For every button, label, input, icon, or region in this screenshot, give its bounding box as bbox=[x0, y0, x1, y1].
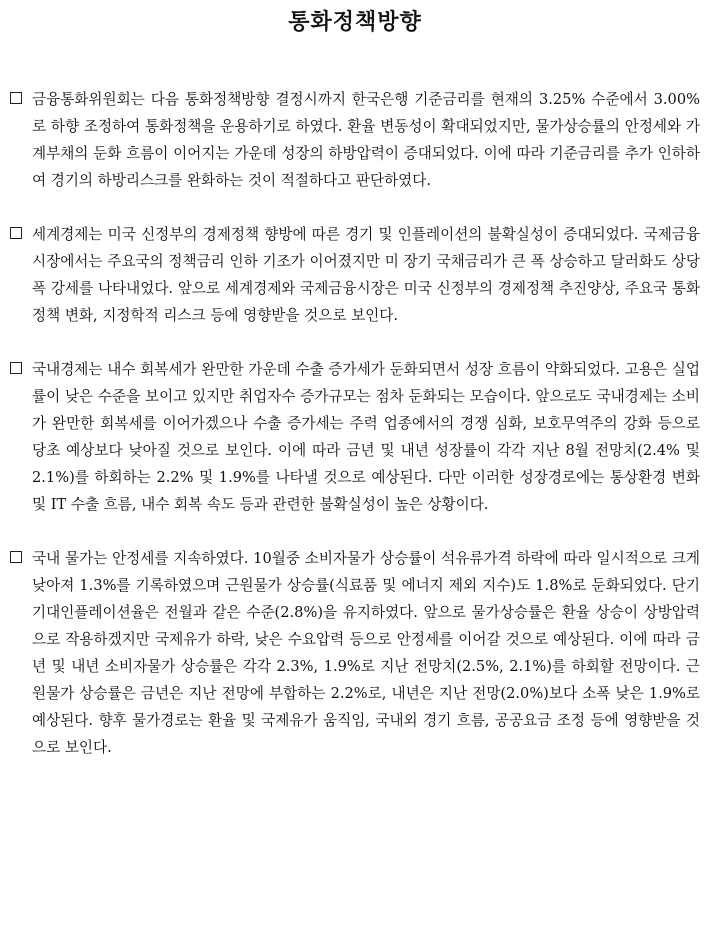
checkbox-bullet-icon bbox=[10, 551, 22, 563]
checkbox-bullet-icon bbox=[10, 227, 22, 239]
checkbox-bullet-icon bbox=[10, 362, 22, 374]
section-prices bbox=[10, 545, 700, 761]
section-rate-decision bbox=[10, 86, 700, 194]
checkbox-bullet-icon bbox=[10, 92, 22, 104]
page-title: 통화정책방향 bbox=[288, 9, 422, 35]
section-domestic-economy bbox=[10, 356, 700, 518]
section-world-economy bbox=[10, 221, 700, 329]
section-text: 금융통화위원회는 다음 통화정책방향 결정시까지 한국은행 기준금리를 현재의 3.25% 수준에서 3.00%로 하향 조정하여 통화정책을 운용하기로 하였다. 환율 변동성이 확대되었지만, 물가상승률의 안정세와 가계부채의 둔화 흐름이 이어지는 가운데 성장의 하방압력이 증대되었다. 이에 따라 기준금리를 추가 인하하여 경기의 하방리스크를 완화하는 것이 적절하다고 판단하였다. bbox=[32, 91, 700, 189]
section-text: 국내경제는 내수 회복세가 완만한 가운데 수출 증가세가 둔화되면서 성장 흐름이 약화되었다. 고용은 실업률이 낮은 수준을 보이고 있지만 취업자수 증가규모는 점차 둔화되는 모습이다. 앞으로도 국내경제는 소비가 완만한 회복세를 이어가겠으나 수출 증가세는 주력 업종에서의 경쟁 심화, 보호무역주의 강화 등으로 당초 예상보다 낮아질 것으로 보인다. 이에 따라 금년 및 내년 성장률이 각각 지난 8월 전망치(2.4% 및 2.1%)를 하회하는 2.2% 및 1.9%를 나타낼 것으로 예상된다. 다만 이러한 성장경로에는 통상환경 변화 및 IT 수출 흐름, 내수 회복 속도 등과 관련한 불확실성이 높은 상황이다. bbox=[32, 361, 700, 513]
section-text: 세계경제는 미국 신정부의 경제정책 향방에 따른 경기 및 인플레이션의 불확실성이 증대되었다. 국제금융시장에서는 주요국의 정책금리 인하 기조가 이어졌지만 미 장기 국채금리가 큰 폭 상승하고 달러화도 상당폭 강세를 나타내었다. 앞으로 세계경제와 국제금융시장은 미국 신정부의 경제정책 추진양상, 주요국 통화정책 변화, 지정학적 리스크 등에 영향받을 것으로 보인다. bbox=[32, 226, 700, 324]
section-text: 국내 물가는 안정세를 지속하였다. 10월중 소비자물가 상승률이 석유류가격 하락에 따라 일시적으로 크게 낮아져 1.3%를 기록하였으며 근원물가 상승률(식료품 및 에너지 제외 지수)도 1.8%로 둔화되었다. 단기 기대인플레이션율은 전월과 같은 수준(2.8%)을 유지하였다. 앞으로 물가상승률은 환율 상승이 상방압력으로 작용하겠지만 국제유가 하락, 낮은 수요압력 등으로 안정세를 이어갈 것으로 예상된다. 이에 따라 금년 및 내년 소비자물가 상승률은 각각 2.3%, 1.9%로 지난 전망치(2.5%, 2.1%)를 하회할 전망이다. 근원물가 상승률은 금년은 지난 전망에 부합하는 2.2%로, 내년은 지난 전망(2.0%)보다 소폭 낮은 1.9%로 예상된다. 향후 물가경로는 환율 및 국제유가 움직임, 국내외 경기 흐름, 공공요금 조정 등에 영향받을 것으로 보인다. bbox=[32, 550, 700, 756]
